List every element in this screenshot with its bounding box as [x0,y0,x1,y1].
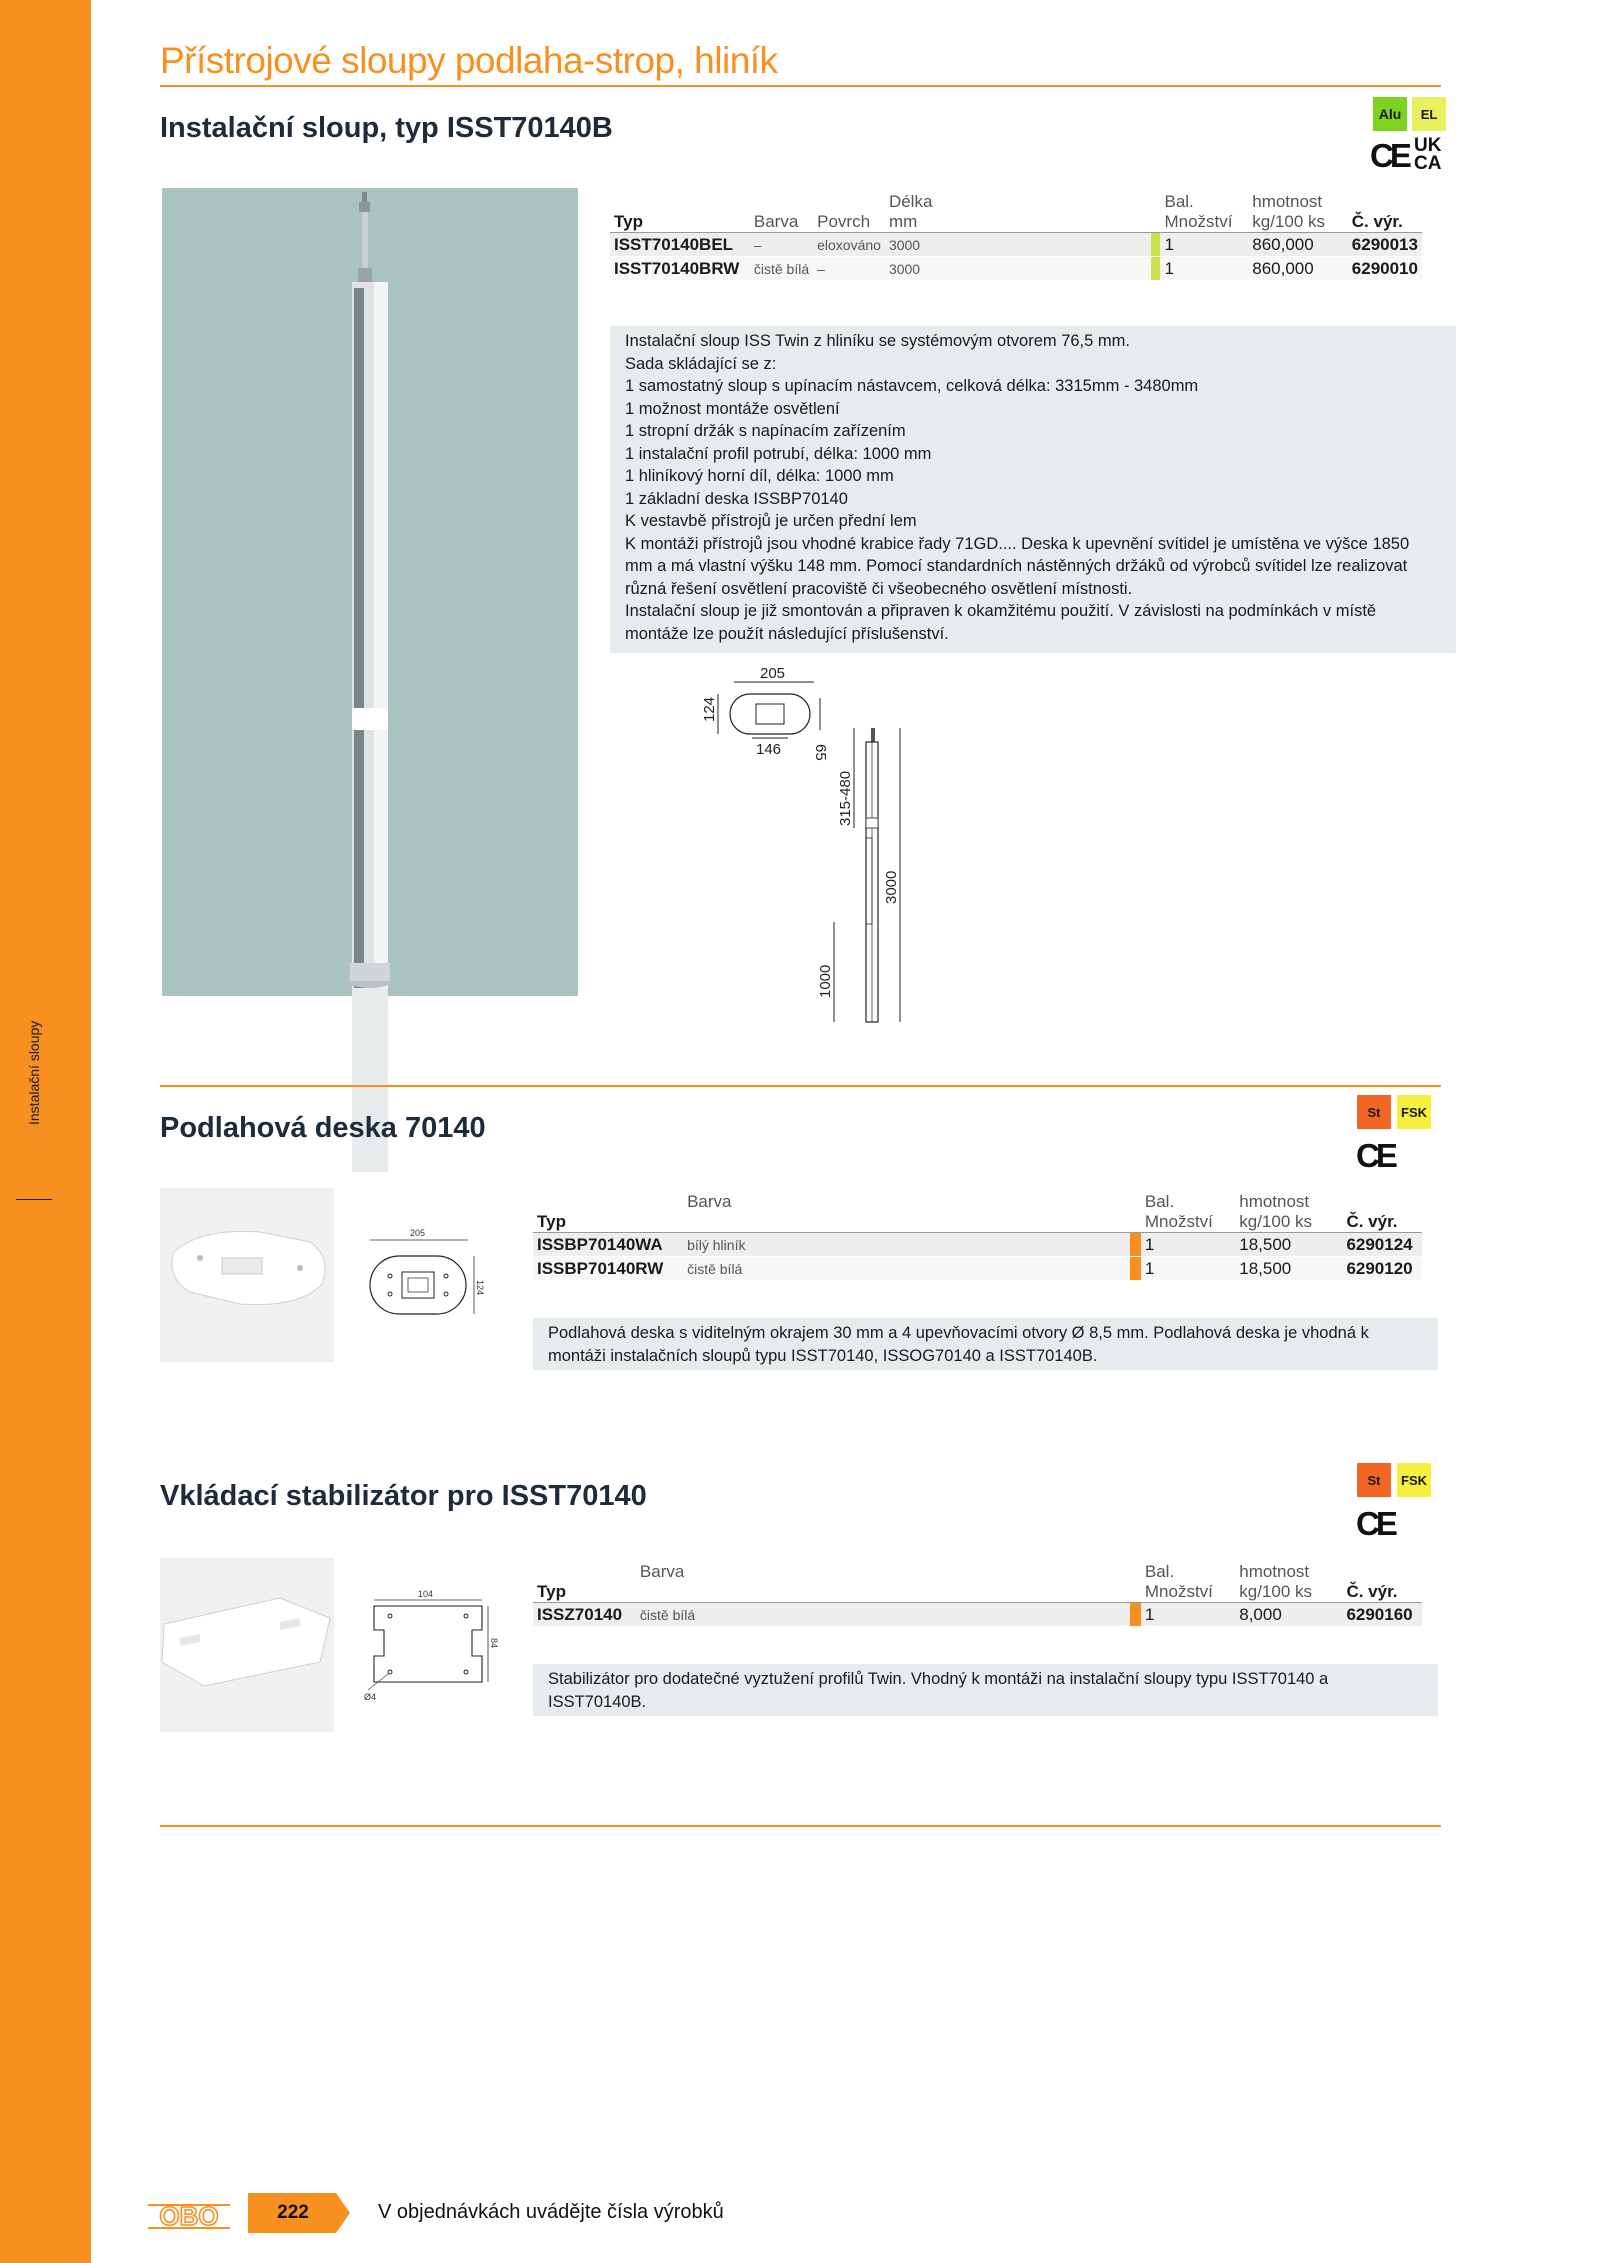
side-tick-mark [16,1199,52,1200]
section3-heading: Vkládací stabilizátor pro ISST70140 [160,1480,647,1512]
table-header-row: Typ Množství kg/100 ks Č. výr. [533,1582,1422,1603]
material-badge-alu: Alu [1373,97,1407,131]
finish-badge-fsk: FSK [1397,1463,1431,1497]
section3-description: Stabilizátor pro dodatečné vyztužení profilů Twin. Vhodný k montáži na instalační sloupy typu ISST70140 a ISST70140B. [533,1664,1438,1716]
table-header-row: Typ Množství kg/100 ks Č. výr. [533,1212,1422,1233]
svg-text:124: 124 [701,696,718,722]
svg-text:3000: 3000 [883,870,900,904]
svg-text:146: 146 [756,741,782,758]
section1-heading: Instalační sloup, typ ISST70140B [160,112,613,144]
ce-mark-icon: CE [1356,1505,1394,1542]
table-row: ISSBP70140RW čistě bílá 1 18,500 6290120 [533,1257,1422,1281]
svg-text:124: 124 [475,1280,485,1296]
table-row: ISSBP70140WA bílý hliník 1 18,500 6290124 [533,1233,1422,1257]
floor-plate-dimension-drawing [360,1226,485,1336]
svg-text:205: 205 [760,665,786,682]
page-number: 222 [277,2202,309,2223]
floor-plate-illustration [160,1188,334,1362]
svg-text:1000: 1000 [817,964,834,998]
ce-mark-icon: CE [1356,1137,1394,1174]
section1-spec-table [610,192,1422,281]
ukca-mark-icon: UK CA [1414,135,1442,174]
svg-text:315-480: 315-480 [837,770,854,826]
footer-note: V objednávkách uvádějte čísla výrobků [378,2201,724,2223]
svg-text:205: 205 [410,1228,426,1238]
stabilizer-illustration [160,1558,334,1732]
table-header-row: Barva Bal. hmotnost [687,1192,1310,1211]
svg-text:84: 84 [489,1638,499,1649]
section1-dimension-drawing [690,658,950,1028]
product-photo-column [162,188,578,996]
table-row: ISST70140BRW čistě bílá – 3000 1 860,000 6290010 [610,257,1422,281]
product-photo-stabilizer [160,1558,334,1732]
column-illustration [162,188,578,996]
svg-text:104: 104 [418,1589,434,1599]
section2-spec-table [533,1192,1422,1281]
section2-heading: Podlahová deska 70140 [160,1112,486,1144]
svg-text:OBO: OBO [159,2201,219,2231]
product-photo-floor-plate [160,1188,334,1362]
side-section-label: Instalační sloupy [26,1020,42,1125]
material-badge-st: St [1357,1463,1391,1497]
finish-badge-el: EL [1412,97,1446,131]
material-badge-st: St [1357,1095,1391,1129]
table-header-row: Délka Bal. hmotnost [888,192,1323,211]
side-color-bar [0,0,91,2263]
section2-description: Podlahová deska s viditelným okrajem 30 mm a 4 upevňovacími otvory Ø 8,5 mm. Podlahová deska je vhodná k montáži instalačních sloupů typu ISST70140, ISSOG70140 a ISST70140B. [533,1318,1438,1370]
svg-text:65: 65 [812,744,829,761]
stabilizer-dimension-drawing [360,1590,500,1710]
title-rule [160,85,1441,87]
page-title: Přístrojové sloupy podlaha-strop, hliník [160,40,778,81]
section1-description: Instalační sloup ISS Twin z hliníku se systémovým otvorem 76,5 mm. Sada skládající se z: 1 samostatný sloup s upínacím nástavcem, celková délka: 3315mm - 3480mm 1 možnost montáže osvětlení 1 stropní držák s napínacím zařízením 1 instalační profil potrubí, délka: 1000 mm 1 hliníkový horní díl, délka: 1000 mm 1 základní deska ISSBP70140 K vestavbě přístrojů je určen přední lem K montáži přístrojů jsou vhodné krabice řady 71GD.... Deska k upevnění svítidel je umístěna ve výšce 1850 mm a má vlastní výšku 148 mm. Pomocí standardních nástěnných držáků od výrobců svítidel lze realizovat různá řešení osvětlení pracoviště či všeobecného osvětlení místnosti. Instalační sloup je již smontován a připraven k okamžitému použití. V závislosti na podmínkách v místě montáže lze použít následující příslušenství. [610,326,1456,653]
svg-text:Ø4: Ø4 [364,1692,377,1702]
section-divider [160,1085,1441,1087]
table-row: ISST70140BEL – eloxováno 3000 1 860,000 6290013 [610,233,1422,257]
obo-logo [148,2202,230,2230]
section-divider [160,1825,1441,1827]
section3-spec-table [533,1562,1422,1627]
table-header-row: Barva Bal. hmotnost [639,1562,1310,1581]
ce-mark-icon: CE [1370,137,1408,174]
finish-badge-fsk: FSK [1397,1095,1431,1129]
table-header-row: Typ Barva Povrch mm Množství kg/100 ks Č. výr. [610,212,1422,233]
table-row: ISSZ70140 čistě bílá 1 8,000 6290160 [533,1603,1422,1627]
